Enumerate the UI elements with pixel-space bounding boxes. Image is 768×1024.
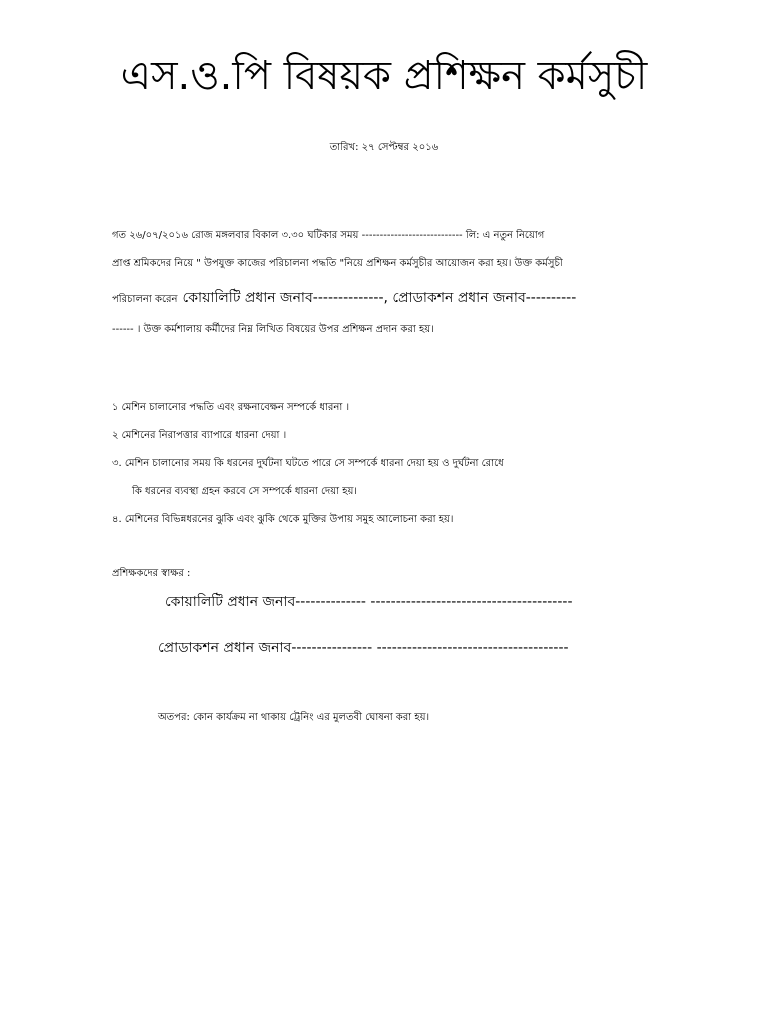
paragraph-line-3 (112, 286, 576, 310)
signature-quality-line: কোয়ালিটি প্রধান জনাব-------------- ---------------------------------------- (165, 594, 573, 610)
signature-production-line: প্রোডাকশন প্রধান জনাব---------------- -------------------------------------- (158, 640, 569, 656)
paragraph-line-3-names: কোয়ালিটি প্রধান জনাব--------------, প্রোডাকশন প্রধান জনাব---------- (182, 290, 577, 306)
paragraph-line-3-prefix: পরিচালনা করেন (112, 294, 178, 305)
document-date: তারিখ: ২৭ সেপ্টম্বর ২০১৬ (329, 142, 439, 153)
paragraph-line-4: ------ । উক্ত কর্মশালায় কর্মীদের নিম্ন লিখিত বিষয়ের উপর প্রশিক্ষন প্রদান করা হয়। (112, 324, 434, 335)
list-item: ৪. মেশিনের বিভিন্নধরনের ঝুকি এবং ঝুকি থেকে মুক্তির উপায় সমুহ আলোচনা করা হয়। (112, 514, 454, 525)
list-item-continuation: কি ধরনের ব্যবস্থা গ্রহন করবে সে সম্পর্কে ধারনা দেয়া হয়। (132, 486, 357, 497)
document-title: এস.ও.পি বিষয়ক প্রশিক্ষন কর্মসুচী (120, 53, 648, 99)
paragraph-line-2: প্রাপ্ত শ্রমিকদের নিয়ে " উপযুক্ত কাজের পরিচালনা পদ্ধতি "নিয়ে প্রশিক্ষন কর্মসুচীর আয়োজন করা হয়। উক্ত কর্মসুচী (112, 258, 563, 269)
paragraph-line-1: গত ২৬/০৭/২০১৬ রোজ মঙ্গলবার বিকাল ৩.৩০ ঘটিকার সময় ---------------------------- লি: এ নতুন নিয়োগ (112, 230, 545, 241)
signature-label: প্রশিক্ষকদের স্বাক্ষর : (112, 568, 191, 579)
closing-text: অতপর: কোন কার্যক্রম না থাকায় ট্রেনিং এর মুলতবী ঘোষনা করা হয়। (158, 712, 430, 723)
list-item: ১ মেশিন চালানোর পদ্ধতি এবং রক্ষনাবেক্ষন সম্পর্কে ধারনা । (112, 402, 350, 413)
list-item: ৩. মেশিন চালানোর সময় কি ধরনের দুর্ঘটনা ঘটতে পারে সে সম্পর্কে ধারনা দেয়া হয় ও দুর্ঘটনা রোধে (112, 458, 504, 469)
list-item: ২ মেশিনের নিরাপত্তার ব্যাপারে ধারনা দেয়া । (112, 430, 287, 441)
